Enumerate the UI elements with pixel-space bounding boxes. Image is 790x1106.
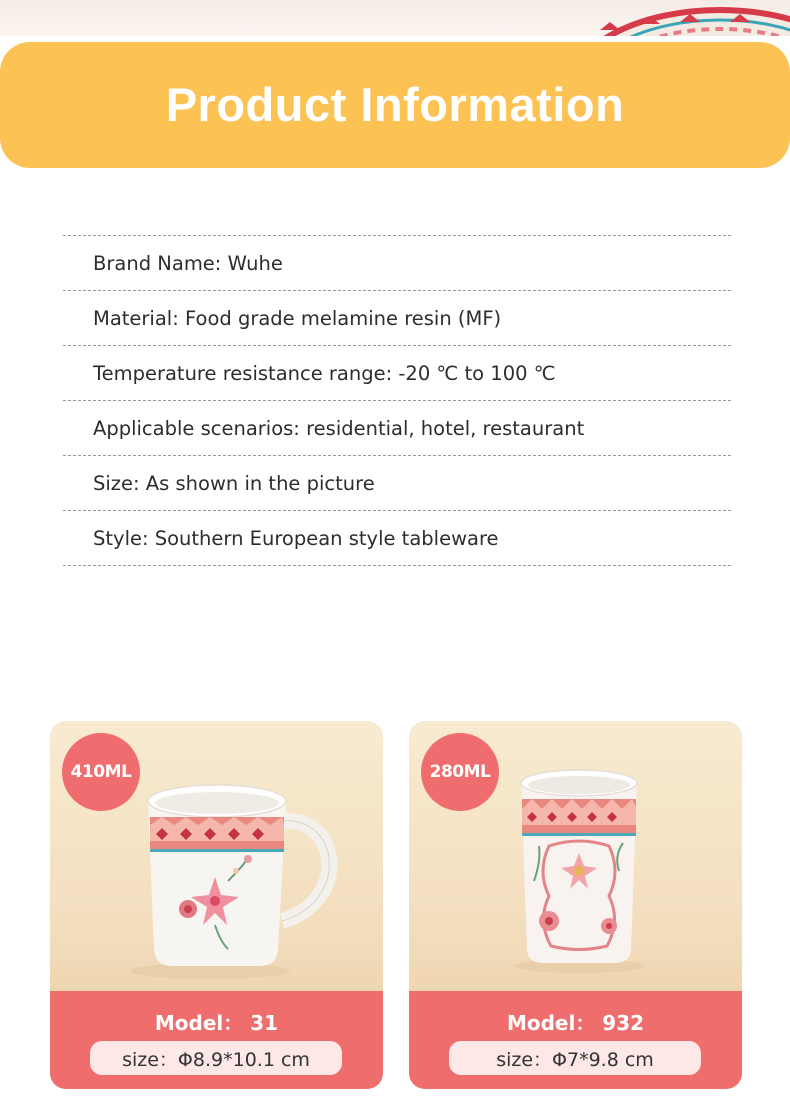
- product-info-banner: [0, 42, 790, 168]
- product-card-cup[interactable]: [409, 721, 742, 1089]
- product-info-panel: [50, 991, 383, 1089]
- spec-temperature: Temperature resistance range: -20 ℃ to 100 ℃: [63, 346, 731, 401]
- spec-scenarios: Applicable scenarios: residential, hotel, restaurant: [63, 401, 731, 456]
- spec-brand: Brand Name: Wuhe: [63, 236, 731, 291]
- capacity-badge: 410ML: [62, 733, 140, 811]
- spec-material: Material: Food grade melamine resin (MF): [63, 291, 731, 346]
- plate-edge-image: [0, 0, 790, 36]
- size-pill: size：Φ7*9.8 cm: [449, 1041, 701, 1075]
- spec-style: Style: Southern European style tableware: [63, 511, 731, 566]
- page-title: Product Information: [165, 77, 625, 131]
- product-info-panel: [409, 991, 742, 1089]
- model-label: Model： 932: [506, 1011, 645, 1035]
- model-label: Model： 31: [154, 1011, 279, 1035]
- capacity-badge: 280ML: [421, 733, 499, 811]
- size-pill: size：Φ8.9*10.1 cm: [90, 1041, 342, 1075]
- spec-size: Size: As shown in the picture: [63, 456, 731, 511]
- product-card-mug[interactable]: [50, 721, 383, 1089]
- spec-list: [63, 235, 731, 566]
